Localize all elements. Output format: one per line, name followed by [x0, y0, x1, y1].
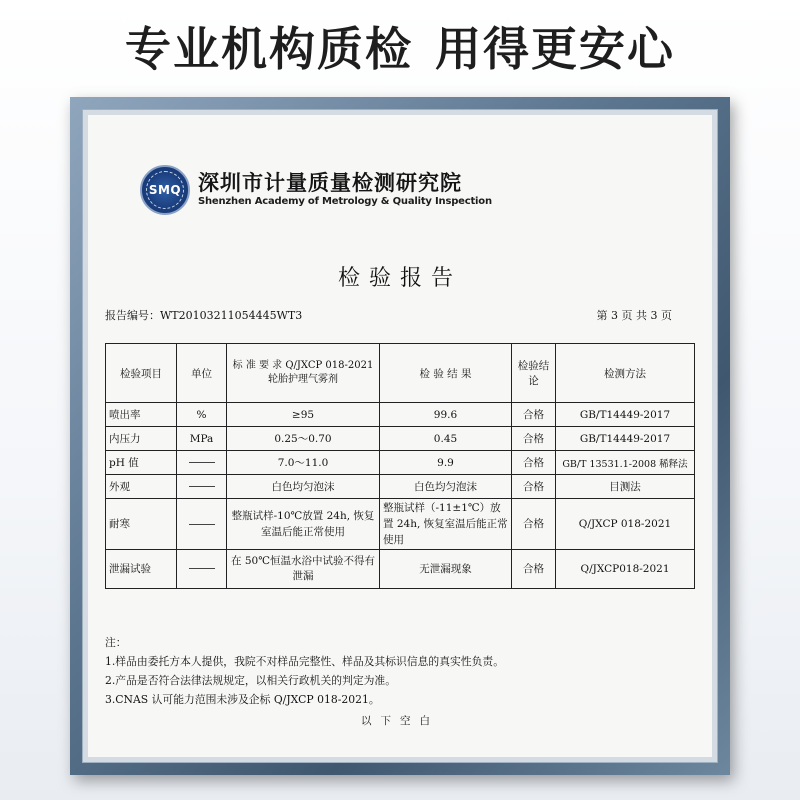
cell-conclusion: 合格 — [512, 451, 556, 475]
cell-conclusion: 合格 — [512, 427, 556, 451]
cell-unit — [177, 475, 227, 499]
report-document — [88, 115, 712, 757]
org-name-block — [198, 171, 492, 209]
picture-frame — [70, 97, 730, 775]
table-row — [106, 475, 695, 499]
note-line: 1.样品由委托方本人提供，我院不对样品完整性、样品及其标识信息的真实性负责。 — [105, 655, 504, 668]
dash-mark — [189, 568, 215, 569]
page-indicator: 第 3 页 共 3 页 — [596, 309, 672, 322]
report-number: 报告编号：WT20103211054445WT3 — [105, 309, 303, 322]
cell-item: 外观 — [106, 475, 177, 499]
banner-title — [0, 0, 800, 92]
header-item: 检验项目 — [106, 344, 177, 403]
report-notes — [105, 633, 504, 709]
header-standard: 标 准 要 求 Q/JXCP 018-2021 轮胎护理气雾剂 — [227, 344, 380, 403]
header-result: 检 验 结 果 — [380, 344, 512, 403]
cell-result: 无泄漏现象 — [380, 550, 512, 589]
table-row — [106, 451, 695, 475]
cell-item: 耐寒 — [106, 499, 177, 550]
cell-method: Q/JXCP018-2021 — [556, 550, 695, 589]
table-header-row — [106, 344, 695, 403]
cell-standard: 0.25～0.70 — [227, 427, 380, 451]
cell-result: 白色均匀泡沫 — [380, 475, 512, 499]
note-line: 2.产品是否符合法律法规规定，以相关行政机关的判定为准。 — [105, 674, 397, 687]
smq-logo-icon — [140, 165, 190, 215]
org-name-cn: 深圳市计量质量检测研究院 — [198, 171, 462, 195]
cell-item: 泄漏试验 — [106, 550, 177, 589]
table-row — [106, 499, 695, 550]
org-name-en: Shenzhen Academy of Metrology & Quality Inspection — [198, 196, 492, 207]
cell-item: 内压力 — [106, 427, 177, 451]
logo-text: SMQ — [148, 183, 182, 197]
cell-result: 9.9 — [380, 451, 512, 475]
dash-mark — [189, 486, 215, 487]
dash-mark — [189, 462, 215, 463]
cell-method: GB/T14449-2017 — [556, 427, 695, 451]
dash-mark — [189, 524, 215, 525]
inspection-table — [105, 343, 695, 589]
table-row — [106, 550, 695, 589]
cell-item: 喷出率 — [106, 403, 177, 427]
cell-unit: % — [177, 403, 227, 427]
note-heading: 注： — [105, 636, 127, 649]
cell-unit — [177, 499, 227, 550]
cell-standard: ≥95 — [227, 403, 380, 427]
cell-result: 整瓶试样（-11±1℃）放置 24h, 恢复室温后能正常使用 — [380, 499, 512, 550]
report-meta — [105, 307, 672, 323]
note-line: 3.CNAS 认可能力范围未涉及企标 Q/JXCP 018-2021。 — [105, 693, 380, 706]
cell-unit: MPa — [177, 427, 227, 451]
cell-method: GB/T14449-2017 — [556, 403, 695, 427]
cell-standard: 白色均匀泡沫 — [227, 475, 380, 499]
header-unit: 单位 — [177, 344, 227, 403]
cell-conclusion: 合格 — [512, 499, 556, 550]
cell-method: GB/T 13531.1-2008 稀释法 — [556, 451, 695, 475]
cell-conclusion: 合格 — [512, 475, 556, 499]
cell-conclusion: 合格 — [512, 550, 556, 589]
cell-conclusion: 合格 — [512, 403, 556, 427]
cell-method: 目测法 — [556, 475, 695, 499]
cell-method: Q/JXCP 018-2021 — [556, 499, 695, 550]
banner-title-part2: 用得更安心 — [435, 22, 675, 76]
cell-standard: 在 50℃恒温水浴中试验不得有泄漏 — [227, 550, 380, 589]
cell-result: 0.45 — [380, 427, 512, 451]
table-row — [106, 403, 695, 427]
cell-unit — [177, 550, 227, 589]
org-header — [140, 161, 492, 219]
cell-item: pH 值 — [106, 451, 177, 475]
report-title: 检验报告 — [337, 266, 462, 291]
cell-standard: 7.0～11.0 — [227, 451, 380, 475]
header-method: 检测方法 — [556, 344, 695, 403]
end-of-report-mark: 以下空白 — [361, 715, 439, 727]
table-row — [106, 427, 695, 451]
banner-title-part1: 专业机构质检 — [125, 22, 413, 76]
frame-mat — [82, 109, 718, 763]
cell-unit — [177, 451, 227, 475]
cell-result: 99.6 — [380, 403, 512, 427]
header-conclusion: 检验结论 — [512, 344, 556, 403]
cell-standard: 整瓶试样-10℃放置 24h, 恢复室温后能正常使用 — [227, 499, 380, 550]
